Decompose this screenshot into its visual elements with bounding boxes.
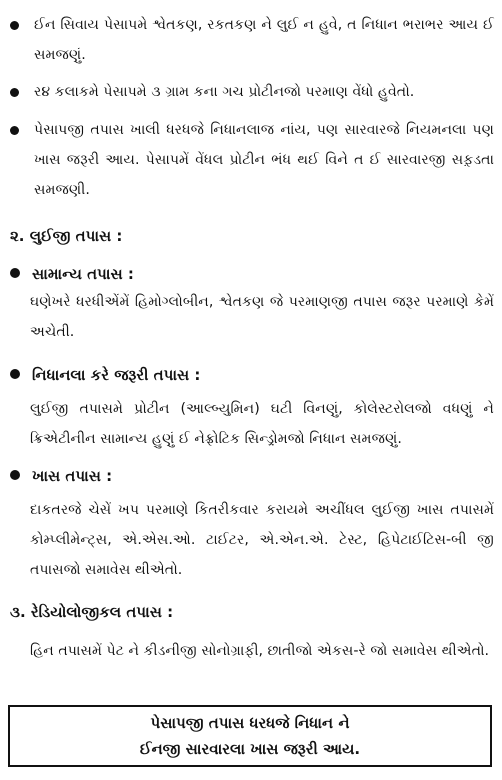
section-heading: ૨. લુઈજી તપાસ : xyxy=(10,227,123,245)
bullet-text: ર૪ કલાકમે પેસાપમે ૩ ગ્રામ કના ગચ પ્રોટીનજો પરમાણ વેંધો હુવેતો. xyxy=(34,84,415,100)
bullet-dot xyxy=(10,369,20,379)
subsection-heading xyxy=(10,462,112,490)
paragraph: હિન તપાસમેં પેટ ને કીડનીજી સોનોગ્રાફી, છાતીજો એકસ-રે જો સમાવેસ થીએતો. xyxy=(30,643,490,659)
paragraph: ઘણેખરે ધરધીએંમેં હિમોગ્લોબીન, શ્વેતકણ જે પરમાણજી તપાસ જરૂર પરમાણે કેમેં અચેતી. xyxy=(30,294,494,340)
bullet-dot xyxy=(10,268,20,278)
subsection-title: નિધાનલા કરે જરૂરી તપાસ : xyxy=(32,366,201,384)
bullet-dot xyxy=(10,470,20,480)
bullet-text: પેસાપજી તપાસ ખાલી ધરધજે નિધાનલાજ નાંય, પણ સારવારજે નિયમનલા પણ ખાસ જરૂરી આય. પેસાપમેં વેંધલ પ્રોટીન ભંધ થઈ વિને ત ઈ સારવારજી સફ઼ડતા સમજણી. xyxy=(34,122,494,198)
bullet-dot xyxy=(10,21,19,30)
bullet-item xyxy=(10,115,494,205)
bullet-item xyxy=(10,10,494,70)
bullet-dot xyxy=(10,88,19,97)
subsection-title: સામાન્ય તપાસ : xyxy=(32,265,134,283)
paragraph: લુઈજી તપાસમે પ્રોટીન (આલ્બ્યુમિન) ઘટી વિનણું, કોલેસ્ટરોલજો વધણું ને ક્રિએટીનીન સામાન્ય હુણું ઈ નેફ્રોટિક સિન્ડ્રોમજો નિધાન સમજણું. xyxy=(30,401,494,447)
highlight-box xyxy=(8,705,492,767)
highlight-line: પેસાપજી તપાસ ધરધજે નિધાન ને xyxy=(150,714,350,732)
bullet-text: ઈન સિવાય પેસાપમે શ્વેતકણ, રકતકણ ને લુઈ ન હુવે, ત નિધાન ભરાભર આય ઈ સમજણું. xyxy=(34,17,494,63)
bullet-item xyxy=(10,77,494,107)
subsection-heading xyxy=(10,260,134,288)
highlight-line: ઈનજી સારવારલા ખાસ જરૂરી આય. xyxy=(139,740,361,758)
bullet-dot xyxy=(10,126,19,135)
paragraph: દાકતરજે ચેસેં ખપ પરમાણે કિતરીકવાર કરાયમે અચીંધલ લુઈજી ખાસ તપાસમેં કોમ્પ્લીમેન્ટ્સ, એ.એસ.ઓ. ટાઈટર, એ.એન.એ. ટેસ્ટ, હિપેટાઈટિસ-બી જી તપાસજો સમાવેસ થીએતો. xyxy=(30,502,494,578)
subsection-title: ખાસ તપાસ : xyxy=(32,467,113,485)
section-heading: ૩. રેડિયોલોજીકલ તપાસ : xyxy=(10,603,174,621)
subsection-heading xyxy=(10,361,200,389)
